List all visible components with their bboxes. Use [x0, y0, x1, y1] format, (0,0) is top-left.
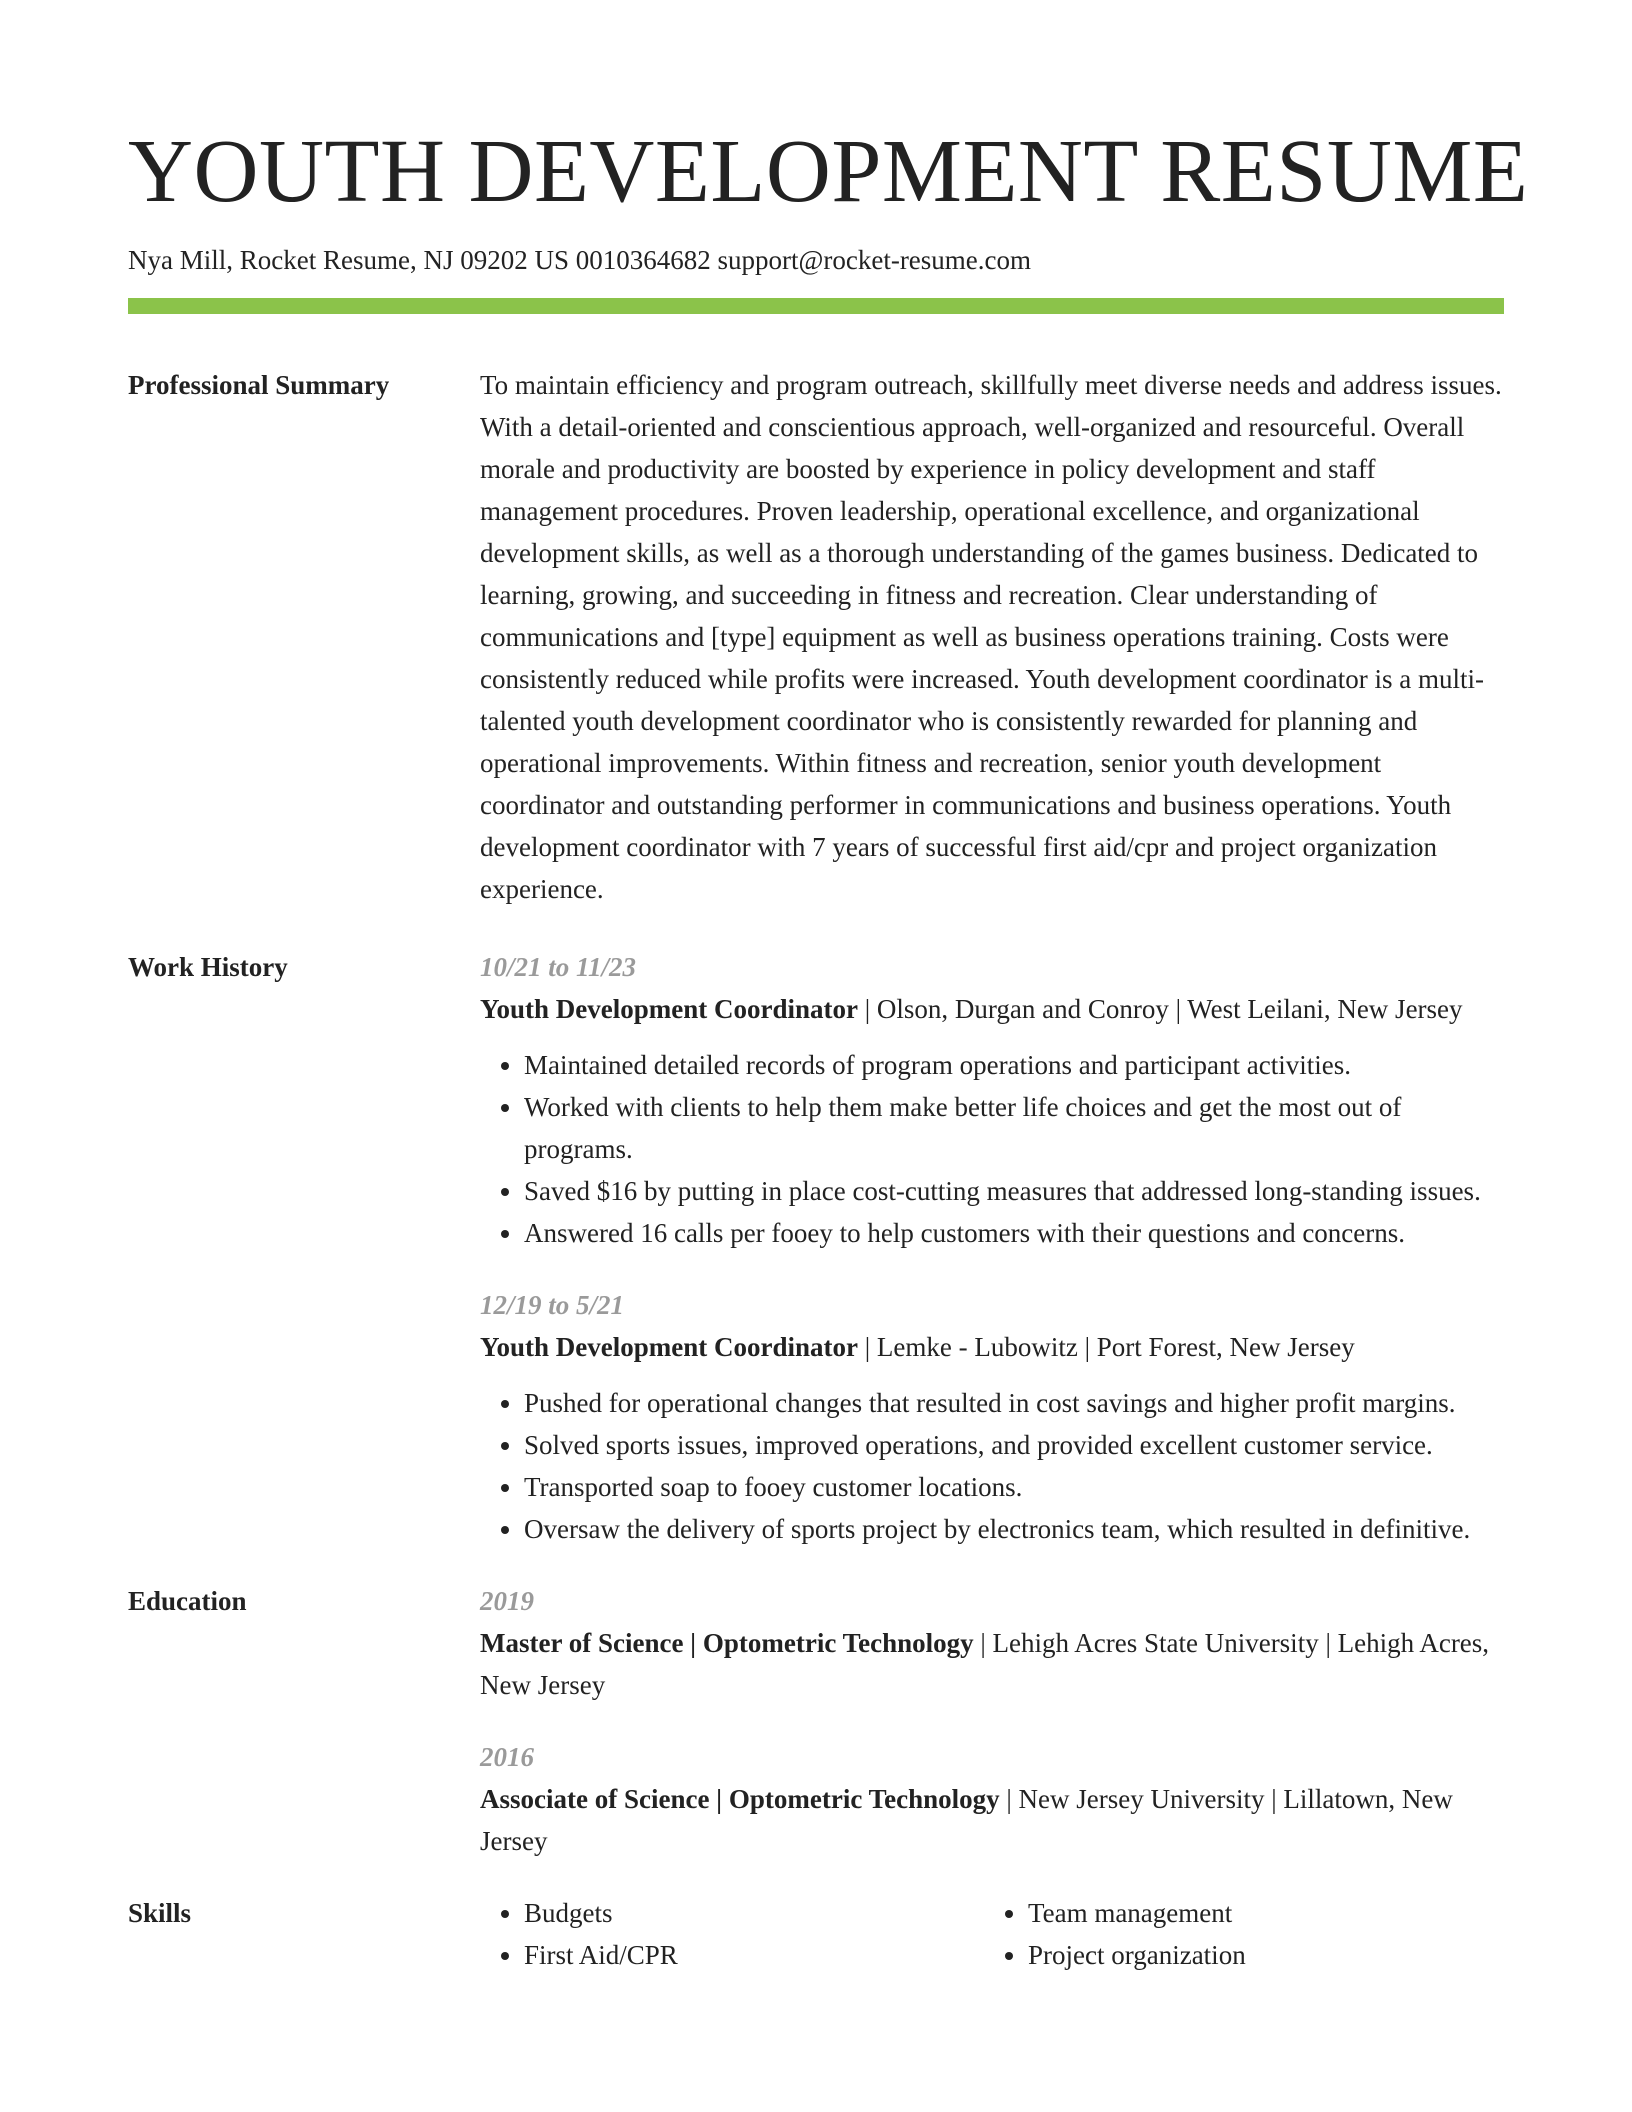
contact-state-zip: NJ 09202 — [423, 245, 528, 275]
resume-page — [128, 0, 1529, 1976]
job-title: Youth Development Coordinator — [480, 994, 858, 1024]
header-divider — [128, 298, 1504, 314]
job-heading — [480, 988, 1504, 1030]
job-entry — [480, 1284, 1504, 1550]
job-bullets — [480, 1044, 1504, 1254]
skill-item: • First Aid/CPR — [524, 1934, 984, 1976]
job-bullet: • Transported soap to fooey customer locations. — [524, 1466, 1504, 1508]
job-bullets — [480, 1382, 1504, 1550]
education-details: | Lehigh Acres State University | Lehigh Acres, New Jersey — [480, 1628, 1490, 1700]
contact-line — [128, 242, 1504, 278]
job-bullet: • Maintained detailed records of program operations and participant activities. — [524, 1044, 1504, 1086]
education-details: | New Jersey University | Lillatown, New Jersey — [480, 1784, 1453, 1856]
education-section — [128, 1580, 1504, 1862]
work-history-section — [128, 946, 1504, 1550]
education-heading — [480, 1778, 1504, 1862]
contact-name: Nya Mill, — [128, 245, 233, 275]
job-bullet: • Pushed for operational changes that resulted in cost savings and higher profit margins. — [524, 1382, 1504, 1424]
job-bullet: • Oversaw the delivery of sports project by electronics team, which resulted in definitive. — [524, 1508, 1504, 1550]
contact-email: support@rocket-resume.com — [717, 245, 1032, 275]
skills-label: Skills — [128, 1898, 192, 1928]
education-year: 2019 — [480, 1586, 534, 1616]
education-entry — [480, 1580, 1504, 1706]
resume-title: YOUTH DEVELOPMENT RESUME — [128, 122, 1529, 221]
education-degree: Associate of Science | Optometric Technology — [480, 1784, 1000, 1814]
summary-section — [128, 364, 1504, 910]
education-label: Education — [128, 1586, 247, 1616]
skills-section — [128, 1892, 1504, 1976]
job-dates: 12/19 to 5/21 — [480, 1290, 625, 1320]
job-bullet: • Saved $16 by putting in place cost-cutting measures that addressed long-standing issues. — [524, 1170, 1504, 1212]
summary-text: To maintain efficiency and program outreach, skillfully meet diverse needs and address issues. With a detail-oriented and conscientious approach, well-organized and resourceful. Overall morale and productivity are boosted by experience in policy development and staff management procedures. Proven leadership, operational excellence, and organizational development skills, as well as a thorough understanding of the games business. Dedicated to learning, growing, and succeeding in fitness and recreation. Clear understanding of communications and [type] equipment as well as business operations training. Costs were consistently reduced while profits were increased. Youth development coordinator is a multi-talented youth development coordinator who is consistently rewarded for planning and operational improvements. Within fitness and recreation, senior youth development coordinator and outstanding performer in communications and business operations. Youth development coordinator with 7 years of successful first aid/cpr and project organization experience. — [480, 370, 1502, 904]
education-degree: Master of Science | Optometric Technology — [480, 1628, 974, 1658]
job-bullet: • Answered 16 calls per fooey to help customers with their questions and concerns. — [524, 1212, 1504, 1254]
skill-item: • Budgets — [524, 1892, 984, 1934]
education-heading — [480, 1622, 1504, 1706]
contact-city: Rocket Resume, — [239, 245, 417, 275]
education-year: 2016 — [480, 1742, 534, 1772]
summary-label: Professional Summary — [128, 370, 390, 400]
job-bullet: • Solved sports issues, improved operations, and provided excellent customer service. — [524, 1424, 1504, 1466]
contact-phone: 0010364682 — [575, 245, 711, 275]
job-entry — [480, 946, 1504, 1254]
education-entry — [480, 1736, 1504, 1862]
job-title: Youth Development Coordinator — [480, 1332, 858, 1362]
skills-list-right — [984, 1892, 1488, 1976]
job-details: | Olson, Durgan and Conroy | West Leilani, New Jersey — [858, 994, 1463, 1024]
contact-country: US — [534, 245, 569, 275]
skills-grid — [480, 1892, 1504, 1976]
job-dates: 10/21 to 11/23 — [480, 952, 637, 982]
work-history-label: Work History — [128, 952, 288, 982]
skills-list-left — [480, 1892, 984, 1976]
job-bullet: • Worked with clients to help them make better life choices and get the most out of programs. — [524, 1086, 1504, 1170]
skill-item: • Team management — [1028, 1892, 1488, 1934]
job-details: | Lemke - Lubowitz | Port Forest, New Jersey — [858, 1332, 1355, 1362]
job-heading — [480, 1326, 1504, 1368]
skill-item: • Project organization — [1028, 1934, 1488, 1976]
